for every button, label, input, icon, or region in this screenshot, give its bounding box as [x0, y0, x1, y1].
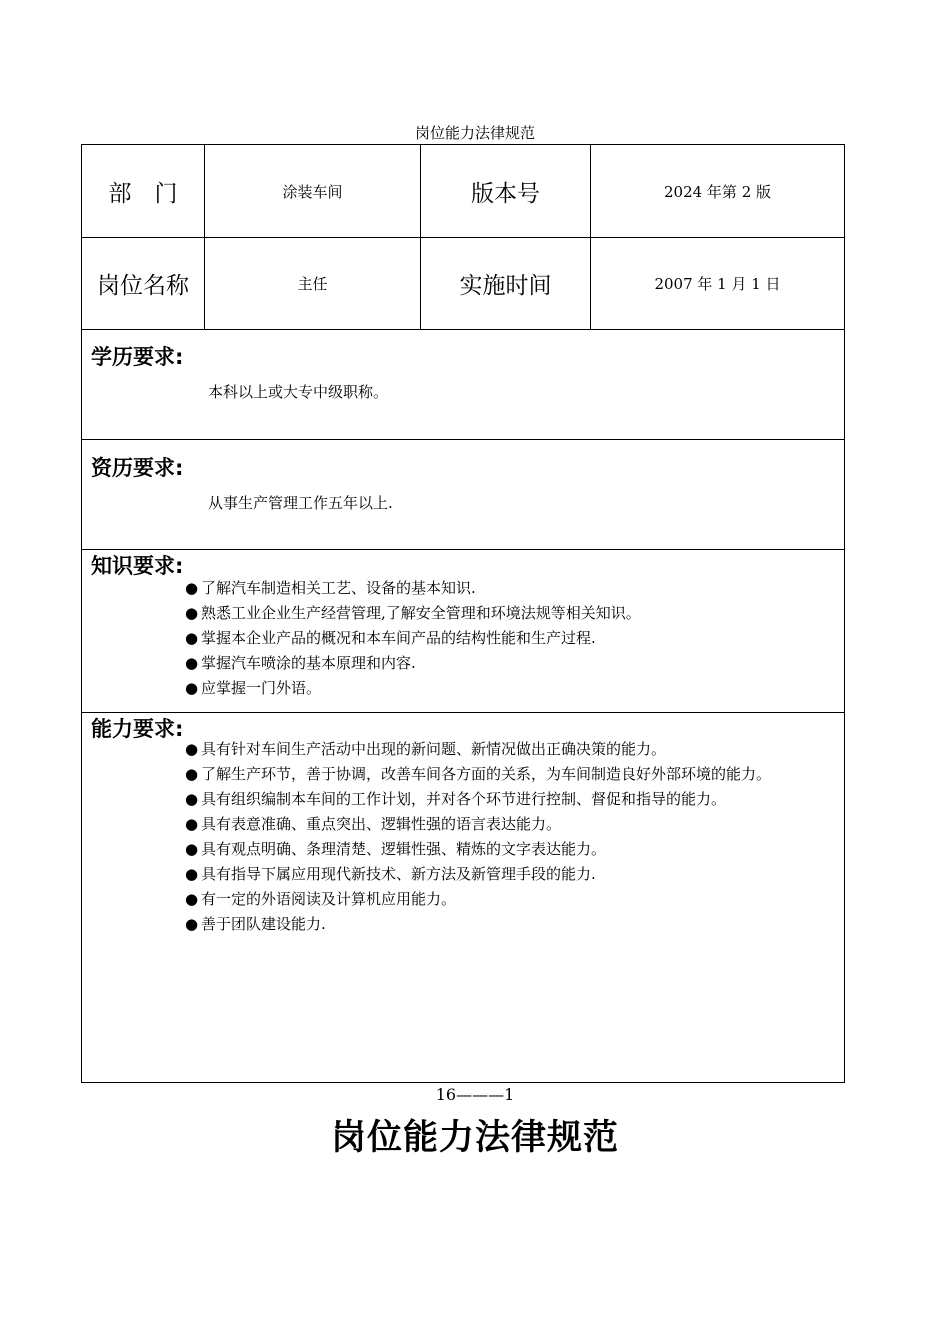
header-row-2: [82, 237, 844, 330]
bullet-icon: ●: [185, 740, 199, 758]
bullet-icon: ●: [185, 654, 199, 672]
bullet-icon: ●: [185, 865, 199, 883]
experience-text: 从事生产管理工作五年以上.: [208, 494, 393, 512]
document-title-large: 岗位能力法律规范: [330, 1118, 619, 1158]
document-title-small: 岗位能力法律规范: [414, 124, 535, 142]
list-item: ● 具有针对车间生产活动中出现的新问题、新情况做出正确决策的能力。: [185, 737, 836, 762]
knowledge-list: [185, 576, 836, 701]
bullet-icon: ●: [185, 815, 199, 833]
header-row-1: [82, 145, 844, 238]
bullet-icon: ●: [185, 579, 199, 597]
bullet-icon: ●: [185, 915, 199, 933]
bullet-icon: ●: [185, 890, 199, 908]
list-item: ● 具有组织编制本车间的工作计划，并对各个环节进行控制、督促和指导的能力。: [185, 787, 836, 812]
ability-title: 能力要求:: [91, 717, 184, 741]
list-item: ● 应掌握一门外语。: [185, 676, 836, 701]
bullet-icon: ●: [185, 765, 199, 783]
position-value: 主任: [205, 237, 421, 329]
list-item: ● 了解汽车制造相关工艺、设备的基本知识.: [185, 576, 836, 601]
department-label: 部 门: [82, 145, 205, 237]
list-item: ● 了解生产环节，善于协调，改善车间各方面的关系，为车间制造良好外部环境的能力。: [185, 762, 836, 787]
list-item: ● 有一定的外语阅读及计算机应用能力。: [185, 887, 836, 912]
experience-section: [82, 440, 844, 550]
bullet-icon: ●: [185, 604, 199, 622]
list-item: ● 具有指导下属应用现代新技术、新方法及新管理手段的能力.: [185, 862, 836, 887]
knowledge-section: [82, 550, 844, 713]
knowledge-title: 知识要求:: [91, 554, 184, 578]
ability-list: [185, 737, 836, 937]
effective-date-label: 实施时间: [421, 237, 591, 329]
list-item: ● 掌握汽车喷涂的基本原理和内容.: [185, 651, 836, 676]
list-item: ● 具有表意准确、重点突出、逻辑性强的语言表达能力。: [185, 812, 836, 837]
bullet-icon: ●: [185, 840, 199, 858]
education-text: 本科以上或大专中级职称。: [208, 383, 389, 401]
effective-date-value: 2007 年 1 月 1 日: [654, 274, 781, 293]
experience-title: 资历要求:: [91, 456, 184, 480]
list-item: ● 熟悉工业企业生产经营管理,了解安全管理和环境法规等相关知识。: [185, 601, 836, 626]
version-label: 版本号: [421, 145, 591, 237]
list-item: ● 具有观点明确、条理清楚、逻辑性强、精炼的文字表达能力。: [185, 837, 836, 862]
bullet-icon: ●: [185, 629, 199, 647]
education-title: 学历要求:: [91, 345, 184, 369]
position-label: 岗位名称: [82, 237, 205, 329]
version-value: 2024 年第 2 版: [663, 182, 772, 201]
bullet-icon: ●: [185, 679, 199, 697]
page-number: 16———1: [435, 1085, 515, 1104]
education-section: [82, 329, 844, 440]
job-spec-table: [81, 144, 845, 1083]
bullet-icon: ●: [185, 790, 199, 808]
list-item: ● 掌握本企业产品的概况和本车间产品的结构性能和生产过程.: [185, 626, 836, 651]
department-value: 涂装车间: [205, 145, 421, 237]
list-item: ● 善于团队建设能力.: [185, 912, 836, 937]
ability-section: [82, 713, 844, 1082]
